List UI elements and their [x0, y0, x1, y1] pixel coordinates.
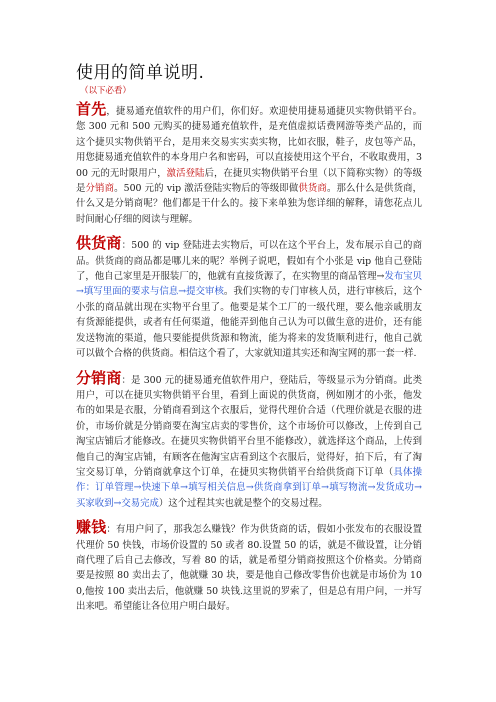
- body-text: ：是 300 元的捷易通充值软件用户，登陆后，等级显示为分销商。此类用户，可以在捷贝实物供销平台里，看到上面说的供货商，例如刚才的小张，他发布的如果是衣服，分销商看到这个衣服后，觉得代理价合适（代理价就是衣服的进价，市场价就是分销商要在淘宝店卖的零售价，这个市场价可以修改，上传到自己淘宝店铺后才能修改。在捷贝实物供销平台里不能修改），就选择这个商品，上传到他自己的淘宝店铺，有顾客在他淘宝店看到这个衣服后，觉得好，拍下后，有了淘宝交易订单，分销商就拿这个订单，在捷贝实物供销平台给供货商下订单（: [76, 374, 422, 478]
- procedure-text: 发布宝贝→填写里面的要求与信息→提交审核: [76, 271, 422, 298]
- paragraph-lead: 赚钱: [76, 518, 107, 537]
- body-text: 。那么什么是供货商，什么又是分销商呢？他们都是干什么的。接下来单独为您详细的解释，请您花点儿时间耐心仔细的阅读与理解。: [76, 183, 422, 225]
- highlight-text: 激活登陆: [166, 167, 205, 179]
- highlight-text: 分销商: [85, 183, 115, 195]
- procedure-text: 具体操作：订单管理→快速下单→填写相关信息→供货商拿到订单→填写物流→发货成功→买家收到→交易完成: [76, 466, 422, 509]
- supplier-paragraph: [76, 236, 422, 361]
- paragraph-lead: 供货商: [76, 234, 122, 253]
- body-text: 。我们实物的专门审核人员，进行审核后，这个小张的商品就出现在实物平台里了。他要是某个工厂的一级代理，要么他亲戚朋友有货源能提供，或者有任何渠道，他能弄到他自己认为可以做生意的进价，还有能发送物流的渠道，他只要能提供货源和物流，能为将来的发货顺利进行，他自己就可以做个合格的供货商。相信这个看了，大家就知道其实还和淘宝网的那一套一样.: [76, 286, 422, 360]
- paragraph-lead: 分销商: [76, 368, 122, 387]
- body-text: 。500 元的 vip 激活登陆实物后的等级即做: [114, 183, 299, 195]
- body-text: ）这个过程其实也就是整个的交易过程。: [158, 497, 328, 509]
- distributor-paragraph: [76, 368, 422, 512]
- body-text: ：有用户问了，那我怎么赚钱？作为供货商的话，假如小张发布的衣服设置代理价 50 快钱，市场价设置的 50 或者 80.设置 50 的话，就是不做设置，让分销商代理了后自己去修改，写着 80 的话，就是希望分销商按照这个价格卖。分销商要是按照 80 卖出去了，他就赚 30 块，要是他自己修改零售价也就是市场价为 100,他按 100 卖出去后，他就赚 50 块钱.这里说的罗索了，但是总有用户问，一并写出来吧。希望能让各位用户明白最好。: [76, 524, 422, 613]
- earning-paragraph: [76, 520, 422, 614]
- paragraph-lead: 首先: [76, 100, 107, 118]
- body-text: ：500 的 vip 登陆进去实物后，可以在这个平台上，发布展示自己的商品。供货商的商品都是哪儿来的呢？举例子说吧，假如有个小张是 vip 他自己登陆了，他自己家里是开服装厂的，他就有直接货源了，在实物里的商品管理→: [76, 240, 422, 283]
- document-body: [76, 102, 422, 615]
- intro-paragraph: [76, 102, 422, 227]
- document-subtitle: （以下必看）: [80, 86, 132, 96]
- body-text: 后，在捷贝实物供销平台里（以下简称实物）的等级是: [76, 167, 422, 195]
- body-text: ，捷易通充值软件的用户们，你们好。欢迎使用捷易通捷贝实物供销平台。您 300 元和 500 元购买的捷易通充值软件，是充值虚拟话费网游等类产品的，而这个捷贝实物供销平台，是用来交易实实卖实物，比如衣服，鞋子，皮包等产品，用您捷易通充值软件的本身用户名和密码，可以直接使用这个平台，不收取费用，300 元的无时限用户，: [76, 106, 422, 179]
- highlight-text: 供货商: [298, 183, 327, 195]
- document-title: 使用的简单说明.: [76, 63, 205, 83]
